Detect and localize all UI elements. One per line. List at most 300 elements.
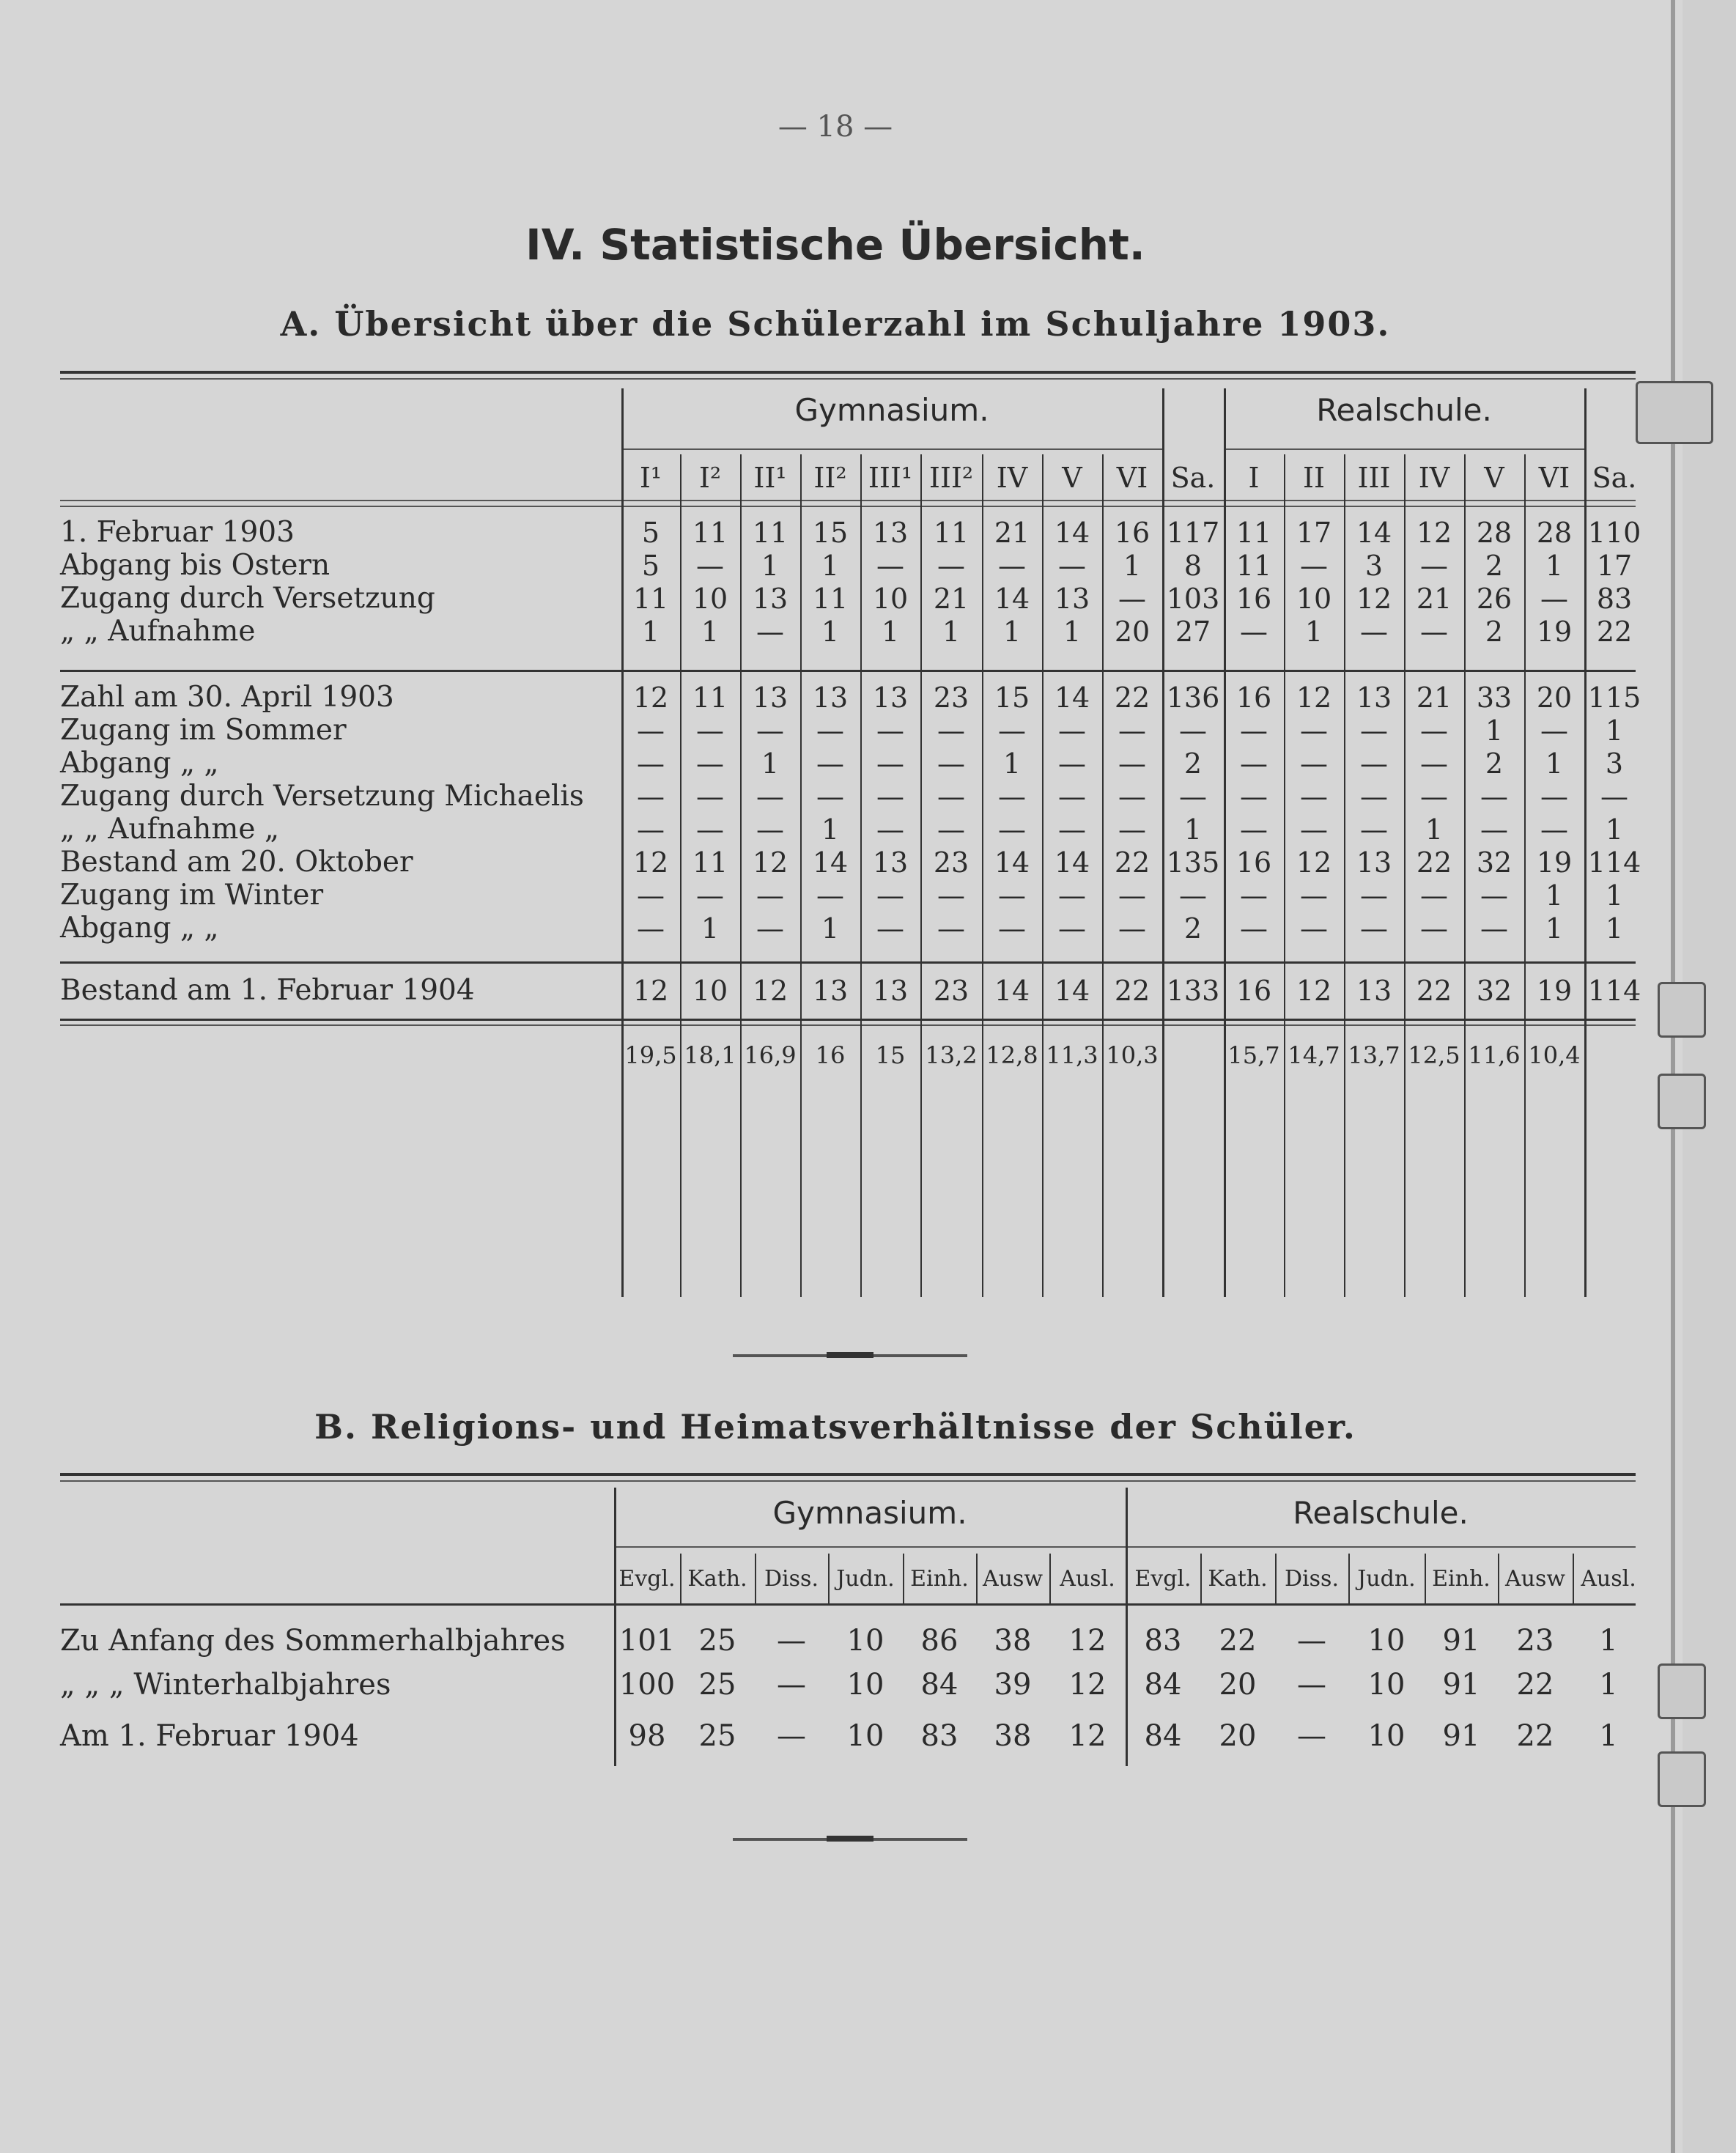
column-header: V	[1062, 462, 1082, 494]
table-cell: 17	[1296, 517, 1332, 549]
table-cell: —	[1118, 912, 1146, 945]
table-cell: 14	[1054, 846, 1090, 879]
table-cell: 136	[1166, 682, 1220, 714]
table-cell: 11	[933, 517, 969, 549]
table-cell: —	[998, 813, 1026, 846]
table-cell: 32	[1476, 846, 1512, 879]
table-cell: 12	[1068, 1668, 1107, 1702]
table-cell: 1	[1605, 714, 1624, 747]
table-cell: 91	[1442, 1719, 1480, 1753]
table-cell: —	[937, 879, 965, 912]
table-cell: —	[696, 813, 724, 846]
table-cell: —	[1360, 780, 1388, 813]
group-header: Realschule.	[1316, 392, 1492, 428]
row-label: „ „ „ Winterhalbjahres	[60, 1668, 391, 1702]
rule	[60, 500, 1636, 501]
table-cell: 11	[812, 583, 849, 615]
table-cell: —	[1118, 780, 1146, 813]
table-cell: 1	[701, 616, 720, 648]
column-header: VI	[1116, 462, 1148, 494]
table-cell: 13	[872, 517, 909, 549]
table-cell: 135	[1166, 846, 1220, 879]
table-cell: —	[1058, 747, 1086, 780]
table-cell: 22	[1596, 616, 1633, 648]
table-cell: 10	[1296, 583, 1332, 615]
table-cell: —	[1300, 912, 1328, 945]
row-label: Abgang „ „	[60, 912, 219, 945]
table-cell: —	[1058, 813, 1086, 846]
row-label: 1. Februar 1903	[60, 516, 295, 549]
table-cell: —	[816, 714, 844, 747]
table-cell: 13	[1356, 682, 1392, 714]
row-label: Zugang im Sommer	[60, 714, 347, 747]
column-header: Sa.	[1592, 462, 1637, 494]
average-cell: 18,1	[684, 1041, 736, 1069]
table-cell: 22	[1416, 846, 1452, 879]
column-rule	[1275, 1554, 1277, 1605]
average-cell: 11,6	[1468, 1041, 1521, 1069]
table-cell: 2	[1183, 912, 1203, 945]
column-header: Evgl.	[618, 1566, 676, 1592]
table-cell: 20	[1536, 682, 1573, 714]
table-cell: 110	[1587, 517, 1641, 549]
column-header: I	[1248, 462, 1260, 494]
table-cell: 1	[1605, 813, 1624, 846]
table-cell: 39	[994, 1668, 1032, 1702]
table-cell: 10	[1367, 1719, 1406, 1753]
column-rule	[976, 1554, 978, 1605]
table-cell: 13	[1054, 583, 1090, 615]
table-cell: 12	[1068, 1719, 1107, 1753]
column-rule	[621, 388, 624, 1297]
table-cell: —	[876, 912, 904, 945]
column-rule	[1425, 1554, 1426, 1605]
column-header: II²	[813, 462, 847, 494]
table-cell: —	[1240, 714, 1268, 747]
table-cell: —	[696, 747, 724, 780]
average-cell: 16,9	[744, 1041, 797, 1069]
table-cell: 12	[1356, 583, 1392, 615]
column-rule	[1162, 388, 1164, 1297]
table-cell: —	[1540, 780, 1568, 813]
table-cell: —	[756, 714, 784, 747]
table-cell: —	[1360, 747, 1388, 780]
table-cell: 83	[920, 1719, 959, 1753]
binding-clip	[1658, 1751, 1706, 1807]
table-cell: —	[998, 879, 1026, 912]
row-label: Abgang „ „	[60, 747, 219, 780]
table-cell: —	[1297, 1668, 1326, 1702]
table-cell: —	[1480, 813, 1508, 846]
table-cell: 5	[641, 517, 660, 549]
table-cell: 13	[1356, 846, 1392, 879]
table-cell: —	[637, 780, 665, 813]
table-cell: 11	[632, 583, 669, 615]
table-cell: 13	[872, 682, 909, 714]
table-cell: 13	[872, 846, 909, 879]
table-cell: 84	[1144, 1668, 1182, 1702]
table-cell: 13	[752, 583, 788, 615]
binding-clip	[1636, 381, 1713, 444]
table-cell: 100	[618, 1668, 676, 1702]
column-header: Sa.	[1170, 462, 1216, 494]
rule	[1126, 1546, 1636, 1548]
column-rule	[903, 1554, 904, 1605]
table-cell: 20	[1219, 1668, 1257, 1702]
table-cell: 1	[1425, 813, 1444, 846]
table-cell: 1	[821, 912, 840, 945]
table-cell: 22	[1114, 975, 1150, 1007]
table-cell: —	[998, 912, 1026, 945]
average-cell: 15	[875, 1041, 906, 1069]
table-cell: —	[1179, 714, 1207, 747]
row-label: Zugang durch Versetzung	[60, 582, 435, 615]
table-cell: —	[637, 747, 665, 780]
table-cell: 21	[1416, 682, 1452, 714]
average-cell: 19,5	[624, 1041, 677, 1069]
column-rule	[982, 454, 983, 1297]
table-cell: —	[937, 813, 965, 846]
table-cell: —	[1240, 879, 1268, 912]
table-cell: 22	[1114, 682, 1150, 714]
column-header: Ausw	[1504, 1566, 1566, 1592]
table-cell: 86	[920, 1624, 959, 1658]
table-cell: —	[1360, 912, 1388, 945]
table-cell: 23	[1516, 1624, 1554, 1658]
column-rule	[1498, 1554, 1499, 1605]
table-cell: 23	[933, 682, 969, 714]
row-label: „ „ Aufnahme „	[60, 813, 280, 846]
table-cell: —	[1540, 714, 1568, 747]
table-cell: 12	[632, 846, 669, 879]
table-cell: 103	[1166, 583, 1220, 615]
table-cell: 1	[1605, 879, 1624, 912]
table-cell: —	[696, 879, 724, 912]
table-cell: —	[1300, 550, 1328, 582]
table-cell: 13	[1356, 975, 1392, 1007]
column-header: Diss.	[1285, 1566, 1339, 1592]
table-cell: 13	[872, 975, 909, 1007]
table-cell: 10	[846, 1624, 884, 1658]
table-cell: —	[876, 550, 904, 582]
rule	[1224, 448, 1584, 450]
row-label: Zugang durch Versetzung Michaelis	[60, 780, 584, 813]
table-cell: —	[696, 780, 724, 813]
column-header: I¹	[639, 462, 662, 494]
table-cell: 12	[752, 975, 788, 1007]
average-cell: 12,8	[986, 1041, 1038, 1069]
table-cell: 2	[1183, 747, 1203, 780]
table-cell: 10	[846, 1719, 884, 1753]
table-cell: 23	[933, 846, 969, 879]
table-cell: 21	[1416, 583, 1452, 615]
table-cell: —	[1118, 813, 1146, 846]
table-cell: 10	[846, 1668, 884, 1702]
column-header: III	[1357, 462, 1391, 494]
table-cell: 21	[933, 583, 969, 615]
table-cell: 22	[1219, 1624, 1257, 1658]
group-header: Realschule.	[1293, 1495, 1469, 1531]
section-b-heading: B. Religions- und Heimatsverhältnisse der Schüler.	[314, 1407, 1356, 1447]
table-cell: —	[756, 912, 784, 945]
table-cell: —	[1420, 879, 1448, 912]
table-cell: 1	[1545, 747, 1564, 780]
table-cell: 14	[1054, 517, 1090, 549]
table-cell: —	[937, 550, 965, 582]
table-cell: 16	[1235, 975, 1272, 1007]
column-rule	[800, 454, 802, 1297]
table-cell: —	[1300, 714, 1328, 747]
table-cell: 83	[1144, 1624, 1182, 1658]
table-cell: —	[696, 714, 724, 747]
table-cell: 91	[1442, 1668, 1480, 1702]
table-cell: —	[1420, 550, 1448, 582]
table-cell: —	[777, 1668, 806, 1702]
column-rule	[1102, 454, 1104, 1297]
column-rule	[755, 1554, 756, 1605]
table-cell: —	[1058, 714, 1086, 747]
table-cell: 12	[1296, 975, 1332, 1007]
table-cell: 14	[812, 846, 849, 879]
average-cell: 13,2	[925, 1041, 978, 1069]
table-cell: —	[1240, 780, 1268, 813]
rule	[60, 961, 1636, 964]
column-header: Ausl.	[1581, 1566, 1636, 1592]
table-cell: —	[1058, 912, 1086, 945]
table-cell: —	[1300, 747, 1328, 780]
table-cell: 1	[1545, 879, 1564, 912]
table-cell: 21	[994, 517, 1030, 549]
table-cell: 1	[1599, 1668, 1618, 1702]
row-label: Bestand am 20. Oktober	[60, 846, 413, 879]
table-cell: 84	[920, 1668, 959, 1702]
table-cell: —	[937, 747, 965, 780]
binding-clip	[1658, 982, 1706, 1038]
average-cell: 12,5	[1408, 1041, 1460, 1069]
table-cell: 11	[1235, 517, 1272, 549]
table-cell: 1	[821, 550, 840, 582]
row-label: „ „ Aufnahme	[60, 615, 256, 648]
table-cell: 14	[1356, 517, 1392, 549]
table-cell: —	[1058, 550, 1086, 582]
column-rule	[1042, 454, 1044, 1297]
column-header: Diss.	[764, 1566, 819, 1592]
table-cell: 25	[698, 1624, 736, 1658]
table-cell: —	[1360, 714, 1388, 747]
table-cell: 117	[1166, 517, 1220, 549]
row-label: Zu Anfang des Sommerhalbjahres	[60, 1624, 566, 1658]
average-cell: 15,7	[1227, 1041, 1280, 1069]
binding-clip	[1658, 1074, 1706, 1129]
row-label: Zugang im Winter	[60, 879, 324, 912]
column-rule	[1573, 1554, 1574, 1605]
table-cell: 1	[641, 616, 660, 648]
table-cell: 22	[1516, 1719, 1554, 1753]
table-cell: 11	[1235, 550, 1272, 582]
rule	[614, 1546, 1126, 1548]
table-cell: —	[998, 780, 1026, 813]
table-cell: 22	[1114, 846, 1150, 879]
table-cell: —	[1540, 813, 1568, 846]
column-rule	[1348, 1554, 1350, 1605]
table-cell: 12	[1296, 682, 1332, 714]
table-cell: 1	[701, 912, 720, 945]
column-rule	[1464, 454, 1466, 1297]
row-label: Am 1. Februar 1904	[60, 1719, 359, 1753]
table-cell: 28	[1476, 517, 1512, 549]
column-rule	[1344, 454, 1345, 1297]
divider-ornament	[733, 1354, 967, 1357]
table-cell: —	[876, 747, 904, 780]
table-cell: 32	[1476, 975, 1512, 1007]
table-cell: —	[1240, 813, 1268, 846]
rule	[60, 378, 1636, 380]
table-cell: —	[1240, 616, 1268, 648]
column-rule	[1200, 1554, 1202, 1605]
table-cell: 3	[1605, 747, 1624, 780]
table-cell: 10	[872, 583, 909, 615]
average-cell: 16	[815, 1041, 846, 1069]
table-cell: 19	[1536, 846, 1573, 879]
table-cell: 12	[1416, 517, 1452, 549]
table-cell: —	[1058, 879, 1086, 912]
table-cell: —	[1300, 813, 1328, 846]
table-cell: —	[756, 813, 784, 846]
table-cell: —	[1480, 780, 1508, 813]
rule	[60, 1019, 1636, 1021]
table-cell: —	[1118, 714, 1146, 747]
column-header: III¹	[868, 462, 913, 494]
table-cell: —	[1300, 780, 1328, 813]
table-cell: 27	[1175, 616, 1211, 648]
rule	[60, 1480, 1636, 1482]
section-a-heading: A. Übersicht über die Schülerzahl im Schuljahre 1903.	[280, 304, 1391, 344]
table-cell: —	[1240, 747, 1268, 780]
table-cell: 1	[1545, 550, 1564, 582]
column-header: Judn.	[836, 1566, 895, 1592]
table-cell: 5	[641, 550, 660, 582]
table-cell: 1	[1304, 616, 1323, 648]
binding-clip	[1658, 1663, 1706, 1719]
table-cell: 84	[1144, 1719, 1182, 1753]
table-cell: 1	[761, 747, 780, 780]
page-title: IV. Statistische Übersicht.	[525, 220, 1145, 270]
rule	[60, 1024, 1636, 1026]
table-cell: —	[1420, 616, 1448, 648]
table-cell: 1	[1063, 616, 1082, 648]
table-cell: —	[1360, 879, 1388, 912]
table-cell: 1	[1485, 714, 1504, 747]
table-cell: 83	[1596, 583, 1633, 615]
table-cell: —	[1300, 879, 1328, 912]
table-cell: 14	[994, 583, 1030, 615]
table-cell: 1	[821, 616, 840, 648]
rule	[60, 1473, 1636, 1476]
column-rule	[680, 1554, 682, 1605]
rule	[621, 448, 1162, 450]
table-cell: 12	[632, 682, 669, 714]
table-cell: —	[1297, 1624, 1326, 1658]
table-cell: 1	[881, 616, 900, 648]
table-cell: 20	[1114, 616, 1150, 648]
table-cell: —	[756, 879, 784, 912]
table-cell: 38	[994, 1624, 1032, 1658]
table-cell: 20	[1219, 1719, 1257, 1753]
table-cell: —	[876, 780, 904, 813]
column-rule	[1049, 1554, 1051, 1605]
table-cell: —	[1420, 714, 1448, 747]
rule	[60, 506, 1636, 507]
table-cell: —	[937, 912, 965, 945]
column-header: II	[1302, 462, 1326, 494]
table-cell: 2	[1485, 550, 1504, 582]
table-cell: —	[637, 813, 665, 846]
table-cell: 23	[933, 975, 969, 1007]
table-cell: —	[1420, 780, 1448, 813]
table-cell: 25	[698, 1668, 736, 1702]
table-cell: 1	[942, 616, 961, 648]
column-header: Ausl.	[1060, 1566, 1115, 1592]
table-cell: 13	[752, 682, 788, 714]
table-cell: 1	[1002, 616, 1022, 648]
table-cell: 16	[1114, 517, 1150, 549]
table-cell: —	[816, 879, 844, 912]
table-cell: 19	[1536, 616, 1573, 648]
table-cell: 1	[1605, 912, 1624, 945]
table-cell: —	[1480, 912, 1508, 945]
table-cell: 10	[1367, 1624, 1406, 1658]
column-header: I²	[698, 462, 722, 494]
column-header: Kath.	[687, 1566, 747, 1592]
average-cell: 10,3	[1106, 1041, 1159, 1069]
row-label: Bestand am 1. Februar 1904	[60, 974, 475, 1007]
table-cell: —	[816, 747, 844, 780]
column-header: Einh.	[1432, 1566, 1491, 1592]
table-cell: —	[816, 780, 844, 813]
table-cell: 12	[1068, 1624, 1107, 1658]
table-cell: 114	[1587, 846, 1641, 879]
table-cell: —	[1179, 780, 1207, 813]
table-cell: —	[1420, 747, 1448, 780]
rule	[60, 371, 1636, 374]
column-header: IV	[996, 462, 1028, 494]
table-cell: 22	[1516, 1668, 1554, 1702]
table-cell: —	[777, 1719, 806, 1753]
table-cell: 38	[994, 1719, 1032, 1753]
column-rule	[1404, 454, 1406, 1297]
table-cell: 1	[821, 813, 840, 846]
table-cell: 114	[1587, 975, 1641, 1007]
table-cell: 16	[1235, 682, 1272, 714]
table-cell: 11	[692, 517, 728, 549]
table-cell: —	[876, 813, 904, 846]
table-cell: 12	[752, 846, 788, 879]
column-header: IV	[1418, 462, 1450, 494]
column-rule	[680, 454, 682, 1297]
column-header: Ausw	[982, 1566, 1044, 1592]
average-cell: 11,3	[1046, 1041, 1098, 1069]
table-cell: 13	[812, 682, 849, 714]
table-cell: 1	[761, 550, 780, 582]
table-cell: 101	[618, 1624, 676, 1658]
table-cell: 2	[1485, 747, 1504, 780]
table-cell: —	[1360, 813, 1388, 846]
table-cell: 28	[1536, 517, 1573, 549]
table-cell: 16	[1235, 583, 1272, 615]
average-cell: 13,7	[1348, 1041, 1400, 1069]
table-cell: 115	[1587, 682, 1641, 714]
table-cell: —	[876, 879, 904, 912]
